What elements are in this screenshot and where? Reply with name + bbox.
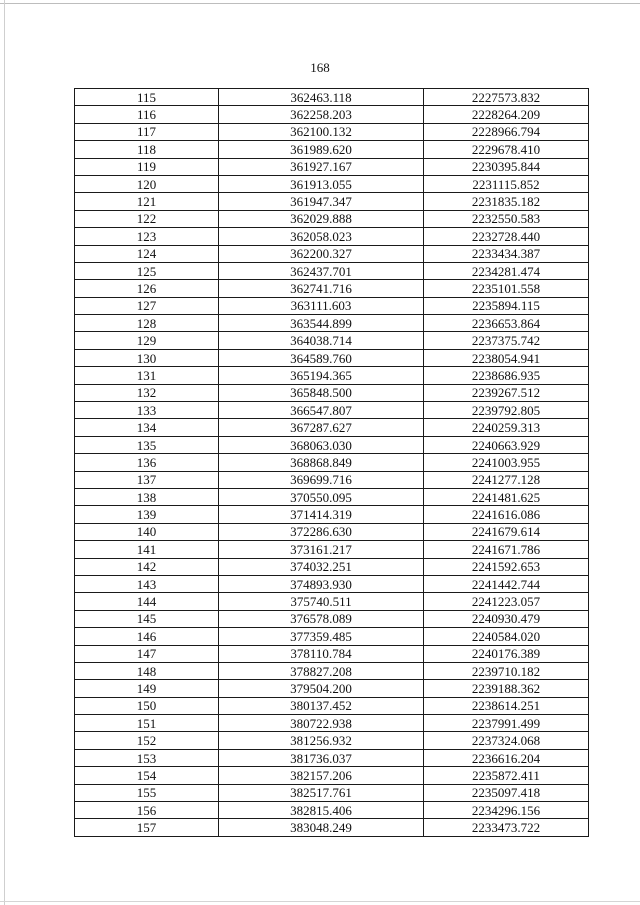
point-number-cell: 141 xyxy=(75,541,219,558)
table-row xyxy=(75,471,589,488)
x-coordinate-cell: 369699.716 xyxy=(219,471,424,488)
y-coordinate-cell: 2241223.057 xyxy=(424,593,589,610)
table-row xyxy=(75,315,589,332)
table-row xyxy=(75,89,589,106)
table-row xyxy=(75,680,589,697)
point-number-cell: 157 xyxy=(75,819,219,836)
table-row xyxy=(75,819,589,836)
y-coordinate-cell: 2235101.558 xyxy=(424,280,589,297)
x-coordinate-cell: 362463.118 xyxy=(219,89,424,106)
x-coordinate-cell: 364589.760 xyxy=(219,349,424,366)
table-row xyxy=(75,367,589,384)
point-number-cell: 147 xyxy=(75,645,219,662)
table-row xyxy=(75,541,589,558)
coordinates-table xyxy=(74,88,589,837)
x-coordinate-cell: 364038.714 xyxy=(219,332,424,349)
x-coordinate-cell: 361927.167 xyxy=(219,158,424,175)
coordinates-table-body xyxy=(75,89,589,837)
scan-left-edge xyxy=(4,0,5,905)
table-row xyxy=(75,175,589,192)
x-coordinate-cell: 377359.485 xyxy=(219,628,424,645)
table-row xyxy=(75,506,589,523)
x-coordinate-cell: 371414.319 xyxy=(219,506,424,523)
point-number-cell: 137 xyxy=(75,471,219,488)
y-coordinate-cell: 2227573.832 xyxy=(424,89,589,106)
table-row xyxy=(75,384,589,401)
point-number-cell: 118 xyxy=(75,141,219,158)
table-row xyxy=(75,732,589,749)
y-coordinate-cell: 2241679.614 xyxy=(424,523,589,540)
point-number-cell: 132 xyxy=(75,384,219,401)
point-number-cell: 122 xyxy=(75,210,219,227)
point-number-cell: 145 xyxy=(75,610,219,627)
x-coordinate-cell: 368868.849 xyxy=(219,454,424,471)
table-row xyxy=(75,436,589,453)
x-coordinate-cell: 382157.206 xyxy=(219,767,424,784)
table-row xyxy=(75,558,589,575)
y-coordinate-cell: 2240584.020 xyxy=(424,628,589,645)
y-coordinate-cell: 2240930.479 xyxy=(424,610,589,627)
x-coordinate-cell: 376578.089 xyxy=(219,610,424,627)
table-row xyxy=(75,715,589,732)
point-number-cell: 153 xyxy=(75,749,219,766)
point-number-cell: 152 xyxy=(75,732,219,749)
y-coordinate-cell: 2239792.805 xyxy=(424,402,589,419)
y-coordinate-cell: 2239267.512 xyxy=(424,384,589,401)
table-row xyxy=(75,767,589,784)
y-coordinate-cell: 2230395.844 xyxy=(424,158,589,175)
x-coordinate-cell: 378827.208 xyxy=(219,662,424,679)
y-coordinate-cell: 2232728.440 xyxy=(424,228,589,245)
table-row xyxy=(75,332,589,349)
page-number: 168 xyxy=(310,60,330,75)
x-coordinate-cell: 361989.620 xyxy=(219,141,424,158)
table-row xyxy=(75,280,589,297)
y-coordinate-cell: 2229678.410 xyxy=(424,141,589,158)
y-coordinate-cell: 2231835.182 xyxy=(424,193,589,210)
y-coordinate-cell: 2236616.204 xyxy=(424,749,589,766)
point-number-cell: 130 xyxy=(75,349,219,366)
y-coordinate-cell: 2237324.068 xyxy=(424,732,589,749)
y-coordinate-cell: 2232550.583 xyxy=(424,210,589,227)
x-coordinate-cell: 362258.203 xyxy=(219,106,424,123)
table-row xyxy=(75,297,589,314)
x-coordinate-cell: 382517.761 xyxy=(219,784,424,801)
y-coordinate-cell: 2241481.625 xyxy=(424,488,589,505)
y-coordinate-cell: 2241277.128 xyxy=(424,471,589,488)
y-coordinate-cell: 2231115.852 xyxy=(424,175,589,192)
x-coordinate-cell: 383048.249 xyxy=(219,819,424,836)
point-number-cell: 133 xyxy=(75,402,219,419)
table-row xyxy=(75,628,589,645)
point-number-cell: 123 xyxy=(75,228,219,245)
table-row xyxy=(75,454,589,471)
point-number-cell: 119 xyxy=(75,158,219,175)
x-coordinate-cell: 362058.023 xyxy=(219,228,424,245)
table-row xyxy=(75,662,589,679)
table-row xyxy=(75,193,589,210)
y-coordinate-cell: 2241671.786 xyxy=(424,541,589,558)
point-number-cell: 127 xyxy=(75,297,219,314)
y-coordinate-cell: 2235894.115 xyxy=(424,297,589,314)
y-coordinate-cell: 2235872.411 xyxy=(424,767,589,784)
x-coordinate-cell: 375740.511 xyxy=(219,593,424,610)
table-row xyxy=(75,210,589,227)
x-coordinate-cell: 362029.888 xyxy=(219,210,424,227)
table-row xyxy=(75,419,589,436)
x-coordinate-cell: 366547.807 xyxy=(219,402,424,419)
scan-top-edge xyxy=(0,3,640,4)
x-coordinate-cell: 381736.037 xyxy=(219,749,424,766)
x-coordinate-cell: 380137.452 xyxy=(219,697,424,714)
y-coordinate-cell: 2235097.418 xyxy=(424,784,589,801)
point-number-cell: 128 xyxy=(75,315,219,332)
x-coordinate-cell: 362100.132 xyxy=(219,123,424,140)
point-number-cell: 131 xyxy=(75,367,219,384)
point-number-cell: 134 xyxy=(75,419,219,436)
x-coordinate-cell: 380722.938 xyxy=(219,715,424,732)
x-coordinate-cell: 370550.095 xyxy=(219,488,424,505)
x-coordinate-cell: 367287.627 xyxy=(219,419,424,436)
x-coordinate-cell: 374032.251 xyxy=(219,558,424,575)
table-row xyxy=(75,749,589,766)
x-coordinate-cell: 362741.716 xyxy=(219,280,424,297)
point-number-cell: 155 xyxy=(75,784,219,801)
y-coordinate-cell: 2237375.742 xyxy=(424,332,589,349)
x-coordinate-cell: 365194.365 xyxy=(219,367,424,384)
y-coordinate-cell: 2241442.744 xyxy=(424,575,589,592)
y-coordinate-cell: 2241616.086 xyxy=(424,506,589,523)
table-row xyxy=(75,123,589,140)
y-coordinate-cell: 2238686.935 xyxy=(424,367,589,384)
x-coordinate-cell: 362437.701 xyxy=(219,262,424,279)
table-row xyxy=(75,228,589,245)
point-number-cell: 151 xyxy=(75,715,219,732)
y-coordinate-cell: 2228264.209 xyxy=(424,106,589,123)
point-number-cell: 115 xyxy=(75,89,219,106)
table-row xyxy=(75,610,589,627)
y-coordinate-cell: 2236653.864 xyxy=(424,315,589,332)
table-row xyxy=(75,245,589,262)
table-row xyxy=(75,784,589,801)
y-coordinate-cell: 2240259.313 xyxy=(424,419,589,436)
x-coordinate-cell: 381256.932 xyxy=(219,732,424,749)
point-number-cell: 116 xyxy=(75,106,219,123)
x-coordinate-cell: 373161.217 xyxy=(219,541,424,558)
y-coordinate-cell: 2239188.362 xyxy=(424,680,589,697)
point-number-cell: 149 xyxy=(75,680,219,697)
x-coordinate-cell: 368063.030 xyxy=(219,436,424,453)
x-coordinate-cell: 382815.406 xyxy=(219,802,424,819)
y-coordinate-cell: 2228966.794 xyxy=(424,123,589,140)
point-number-cell: 148 xyxy=(75,662,219,679)
y-coordinate-cell: 2237991.499 xyxy=(424,715,589,732)
x-coordinate-cell: 361947.347 xyxy=(219,193,424,210)
point-number-cell: 142 xyxy=(75,558,219,575)
y-coordinate-cell: 2240663.929 xyxy=(424,436,589,453)
table-row xyxy=(75,158,589,175)
point-number-cell: 126 xyxy=(75,280,219,297)
point-number-cell: 154 xyxy=(75,767,219,784)
y-coordinate-cell: 2234281.474 xyxy=(424,262,589,279)
x-coordinate-cell: 363111.603 xyxy=(219,297,424,314)
table-row xyxy=(75,645,589,662)
x-coordinate-cell: 379504.200 xyxy=(219,680,424,697)
point-number-cell: 139 xyxy=(75,506,219,523)
x-coordinate-cell: 362200.327 xyxy=(219,245,424,262)
point-number-cell: 129 xyxy=(75,332,219,349)
point-number-cell: 121 xyxy=(75,193,219,210)
point-number-cell: 150 xyxy=(75,697,219,714)
scan-bottom-edge xyxy=(0,901,640,902)
point-number-cell: 138 xyxy=(75,488,219,505)
x-coordinate-cell: 361913.055 xyxy=(219,175,424,192)
y-coordinate-cell: 2238054.941 xyxy=(424,349,589,366)
point-number-cell: 117 xyxy=(75,123,219,140)
x-coordinate-cell: 378110.784 xyxy=(219,645,424,662)
y-coordinate-cell: 2234296.156 xyxy=(424,802,589,819)
point-number-cell: 140 xyxy=(75,523,219,540)
table-row xyxy=(75,697,589,714)
y-coordinate-cell: 2238614.251 xyxy=(424,697,589,714)
y-coordinate-cell: 2241003.955 xyxy=(424,454,589,471)
table-row xyxy=(75,488,589,505)
table-row xyxy=(75,402,589,419)
y-coordinate-cell: 2241592.653 xyxy=(424,558,589,575)
point-number-cell: 124 xyxy=(75,245,219,262)
y-coordinate-cell: 2233473.722 xyxy=(424,819,589,836)
y-coordinate-cell: 2233434.387 xyxy=(424,245,589,262)
table-row xyxy=(75,262,589,279)
table-row xyxy=(75,349,589,366)
table-row xyxy=(75,523,589,540)
y-coordinate-cell: 2239710.182 xyxy=(424,662,589,679)
point-number-cell: 136 xyxy=(75,454,219,471)
point-number-cell: 143 xyxy=(75,575,219,592)
x-coordinate-cell: 365848.500 xyxy=(219,384,424,401)
x-coordinate-cell: 374893.930 xyxy=(219,575,424,592)
table-row xyxy=(75,802,589,819)
point-number-cell: 125 xyxy=(75,262,219,279)
x-coordinate-cell: 363544.899 xyxy=(219,315,424,332)
table-row xyxy=(75,141,589,158)
y-coordinate-cell: 2240176.389 xyxy=(424,645,589,662)
point-number-cell: 120 xyxy=(75,175,219,192)
table-row xyxy=(75,575,589,592)
point-number-cell: 156 xyxy=(75,802,219,819)
table-row xyxy=(75,593,589,610)
table-row xyxy=(75,106,589,123)
point-number-cell: 135 xyxy=(75,436,219,453)
x-coordinate-cell: 372286.630 xyxy=(219,523,424,540)
point-number-cell: 146 xyxy=(75,628,219,645)
point-number-cell: 144 xyxy=(75,593,219,610)
